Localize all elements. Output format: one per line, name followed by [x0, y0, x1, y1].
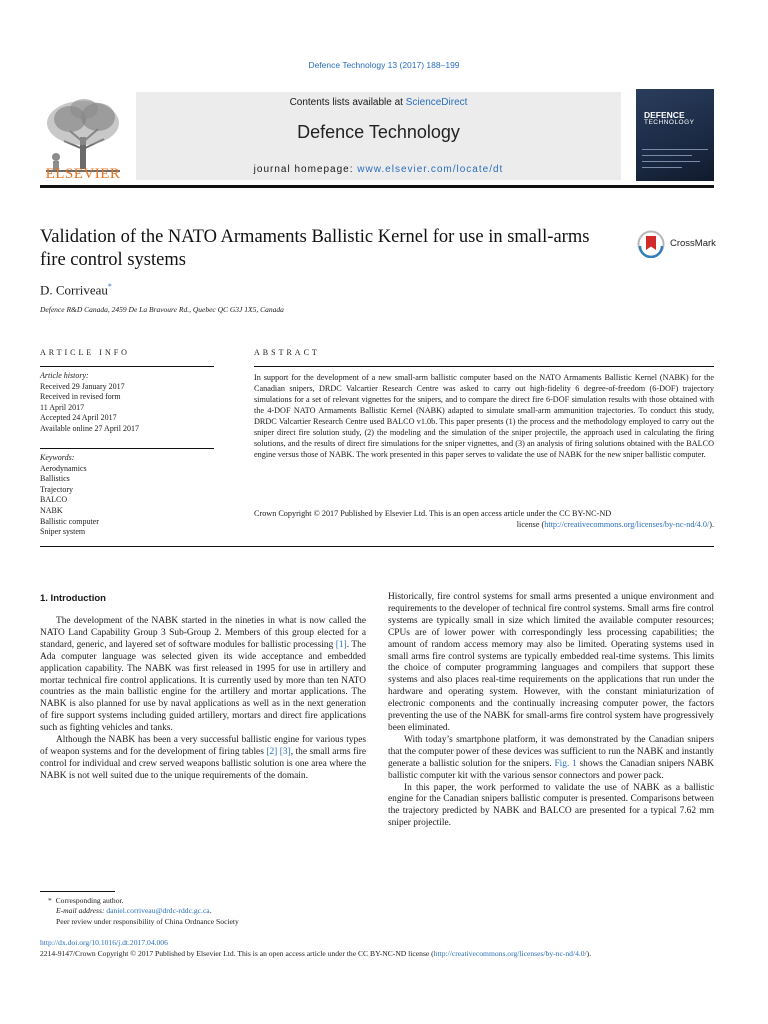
copyright-suffix: ).: [709, 520, 714, 529]
keyword-item: Aerodynamics: [40, 463, 87, 473]
text-run: Although the NABK has been a very successful ballistic engine for various types of weapon systems and for the development of firing tables: [40, 735, 366, 757]
email-label: E-mail address:: [56, 906, 107, 916]
contents-prefix: Contents lists available at: [289, 97, 406, 108]
author-name: D. Corriveau: [40, 282, 108, 298]
text-run: shows the Canadian snipers NABK ballistic computer kit with the various sensor connectors and power pack.: [388, 758, 714, 781]
history-label: Article history:: [40, 371, 89, 380]
text-run: . The Ada computer language was selected given its wide acceptance and embedded application capability. The NABK was first released in 1995 for use in artillery and mortar technical fire control applications. It is currently used by more than ten NATO countries as the main ballistic engine for the artillery and mortar applications. The NABK is also planned for use by naval applications as well as in the next generation of fire support systems including guided artillery, mortars and direct fire applications such as fighting vehicles and tanks.: [40, 639, 366, 734]
reference-link[interactable]: [2]: [266, 746, 278, 757]
doi-url[interactable]: http://dx.doi.org/10.1016/j.dt.2017.04.006: [40, 938, 168, 947]
author-line: [40, 282, 112, 298]
sciencedirect-link[interactable]: ScienceDirect: [405, 97, 468, 108]
history-item: Accepted 24 April 2017: [40, 413, 117, 423]
footer-license-link[interactable]: http://creativecommons.org/licenses/by-nc-nd/4.0/: [433, 949, 587, 958]
footnote-rule: [40, 891, 115, 892]
body-paragraph: [40, 735, 366, 783]
text-run: The development of the NABK started in the nineties in what is now called the NATO Land Capability Group 3 Sub-Group 2. Members of this group elected for a standard, generic, and layered set of software modules for ballistic processing: [40, 616, 366, 650]
journal-homepage-line: [136, 164, 621, 175]
footer-license-text: 2214-9147/Crown Copyright © 2017 Published by Elsevier Ltd. This is an open access article under the CC BY-NC-ND license (: [40, 949, 434, 958]
article-info-rule-top: [40, 366, 214, 367]
doi-link[interactable]: [40, 938, 168, 947]
history-item: 11 April 2017: [40, 402, 85, 412]
introduction-heading: 1. Introduction: [40, 593, 106, 604]
footer-license-suffix: ).: [586, 949, 592, 958]
reference-link[interactable]: [3]: [279, 746, 291, 757]
corresponding-label: Corresponding author.: [55, 896, 124, 905]
corresponding-author-mark[interactable]: *: [107, 282, 112, 291]
footnote-mark: *: [48, 896, 52, 905]
abstract-copyright: [254, 508, 714, 530]
journal-header-box: [136, 92, 621, 180]
homepage-prefix: journal homepage:: [253, 164, 358, 175]
body-paragraph: [388, 735, 714, 783]
history-item: Received in revised form: [40, 392, 121, 402]
body-paragraph: Historically, fire control systems for small arms presented a unique environment and requirements to the developer of technical fire control systems. Small arms fire control systems are typically small in size which limited the available computer resources; CPUs are of lower power with correspondingly less processing capabilities; the amount of random access memory may also be limited. Operating systems used in small arms fire control systems are typically embedded real-time systems. This limits the choice of computer programming languages and compilers that support these systems and also places real-time requirements on the applications that run under the hardware and operating system. However, with the constant miniaturization of electronic components and the continually increasing computer power, the factors preventing the use of the NABK for small-arms fire control system have progressively been eliminated.: [388, 592, 714, 733]
copyright-prefix: license (: [516, 520, 545, 529]
cc-license-link[interactable]: http://creativecommons.org/licenses/by-nc-nd/4.0/: [544, 520, 710, 529]
author-email-link[interactable]: daniel.corriveau@drdc-rddc.gc.ca: [106, 906, 210, 916]
body-paragraph: [40, 616, 366, 735]
email-suffix: .: [209, 906, 212, 916]
contents-available-line: [136, 97, 621, 108]
footnote: [40, 891, 370, 927]
peer-review-note: Peer review under responsibility of China Ordnance Society: [56, 916, 239, 926]
footnote-corresponding: [40, 896, 370, 906]
keyword-item: Ballistic computer: [40, 516, 99, 526]
abstract-heading: ABSTRACT: [254, 348, 320, 357]
keywords: [40, 453, 99, 538]
copyright-line: Crown Copyright © 2017 Published by Elsevier Ltd. This is an open access article under the CC BY-NC-ND: [254, 509, 612, 518]
journal-name: Defence Technology: [297, 122, 460, 142]
keyword-item: BALCO: [40, 495, 68, 505]
copyright-license-line: [254, 519, 714, 530]
article-title: Validation of the NATO Armaments Ballistic Kernel for use in small-arms fire control systems: [40, 227, 590, 270]
footer-license: [40, 949, 720, 960]
abstract-text: In support for the development of a new small-arm ballistic computer based on the NATO Armaments Ballistic Kernel (NABK) for the Canadian snipers, DRDC Valcartier Research Centre was asked to carry out high-fidelity 6 degree-of-freedom (6-DOF) trajectory simulations for a set of relevant vignettes for the snipers, and to compare the direct fire 6-DOF simulation results with those obtained with the 4-DOF NATO Armaments Ballistic Kernel (NABK) adapted to simulate small-arm ammunition trajectories. To conduct this study, DRDC Valcartier Research Centre used BALCO v1.0b. This paper presents (1) the process and the methodology employed to carry out the sniper direct fire solution study, (2) the modeling and the simulation of the sniper projectile, the approach used in calculating the firing solutions, and the results of direct fire simulations for the sniper vignettes, and (3) an analysis of firing solutions obtained with the BALCO engine versus those of NABK. The work presented in this paper serves to validate the use of NABK for the new sniper ballistic computer.: [254, 373, 714, 459]
elsevier-wordmark: ELSEVIER: [45, 166, 121, 182]
author-affiliation: Defence R&D Canada, 2459 De La Bravoure Rd., Quebec QC G3J 1X5, Canada: [40, 305, 284, 314]
reference-link[interactable]: [1]: [335, 639, 347, 650]
cover-title-line1: DEFENCE: [644, 110, 685, 120]
history-item: Received 29 January 2017: [40, 381, 125, 391]
crossmark-label[interactable]: CrossMark: [670, 238, 716, 249]
cover-decoration: [642, 147, 708, 171]
article-info-divider: [40, 448, 214, 449]
text-run: , the small arms fire control for individual and crew served weapons ballistic solution is one area where the NABK is not well suited due to the unique requirements of the domain.: [40, 746, 366, 781]
figure-link[interactable]: Fig. 1: [554, 758, 577, 769]
journal-citation[interactable]: Defence Technology 13 (2017) 188–199: [308, 60, 460, 70]
header-rule: [40, 185, 714, 188]
homepage-link[interactable]: www.elsevier.com/locate/dt: [357, 164, 504, 175]
front-matter-rule-bottom: [40, 546, 714, 547]
abstract-rule-top: [254, 366, 714, 367]
footnote-email: [40, 906, 370, 916]
article-info-heading: ARTICLE INFO: [40, 348, 130, 357]
keyword-item: Sniper system: [40, 527, 86, 537]
body-right-column: [388, 592, 714, 830]
keywords-label: Keywords:: [40, 453, 75, 462]
body-left-column: [40, 616, 366, 783]
text-run: With today’s smartphone platform, it was demonstrated by the Canadian snipers that the computer power of these devices was sufficient to run the NABK and instantly generate a ballistic solution for the snipers.: [388, 734, 714, 769]
keyword-item: Ballistics: [40, 474, 70, 484]
journal-cover-image: [636, 89, 714, 181]
history-item: Available online 27 April 2017: [40, 423, 139, 433]
body-paragraph: In this paper, the work performed to validate the use of NABK as a ballistic engine for the Canadian snipers ballistic computer is presented. Comparisons between the trajectory predicted by NABK and BALCO are presented for a typical 7.62 mm sniper projectile.: [388, 782, 714, 829]
keyword-item: NABK: [40, 505, 63, 515]
article-history: [40, 371, 139, 435]
keyword-item: Trajectory: [40, 484, 74, 494]
cover-title: [644, 111, 710, 127]
cover-title-line2: TECHNOLOGY: [644, 118, 695, 126]
